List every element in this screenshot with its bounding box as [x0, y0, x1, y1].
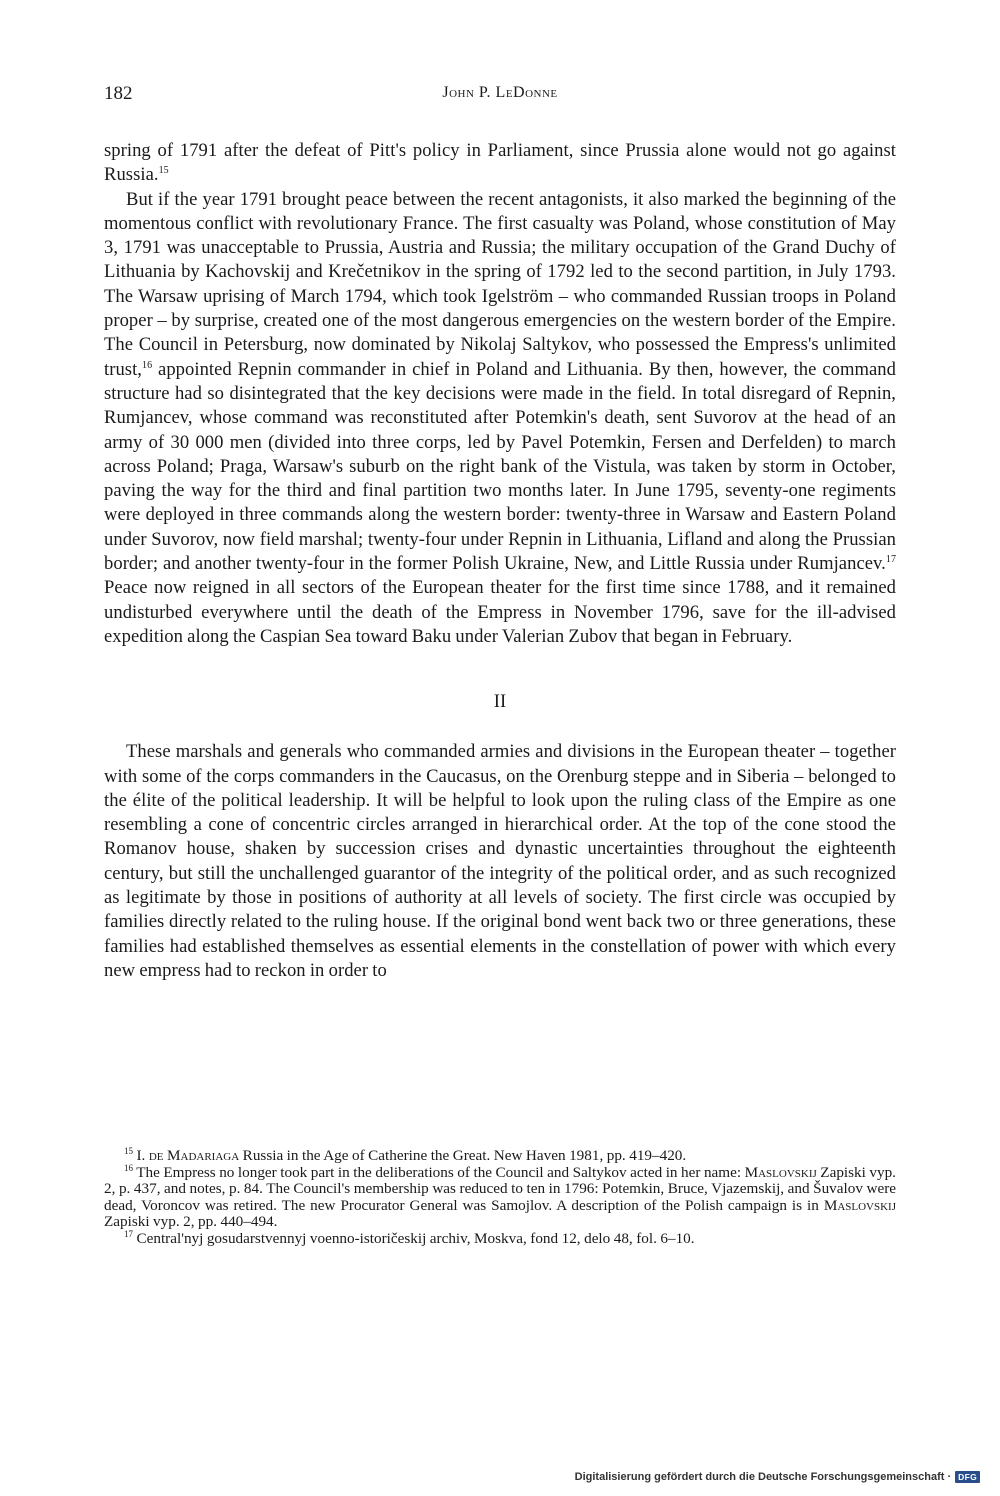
footnote-author: Maslovskij: [744, 1163, 817, 1181]
credit-text: Digitalisierung gefördert durch die Deutsche Forschungsgemeinschaft ·: [574, 1471, 952, 1483]
footnote-text: Zapiski vyp. 2, pp. 440–494.: [104, 1213, 278, 1231]
paragraph-3: These marshals and generals who commanded armies and divisions in the European theater – together with some of the corps commanders in the Caucasus, on the Orenburg steppe and in Siberia – belonged to the élite of the political leadership. It will be helpful to look upon the ruling class of the Empire as one resembling a cone of concentric circles arranged in hierarchical order. At the top of the cone stood the Romanov house, shaken by succession crises and dynastic uncertainties throughout the eighteenth century, but still the unchallenged guarantor of the integrity of the political order, and as such recognized as legitimate by those in positions of authority at all levels of society. The first circle was occupied by families directly related to the ruling house. If the original bond went back two or three generations, these families had established themselves as essential elements in the constellation of power with which every new empress had to reckon in order to: [104, 741, 896, 981]
page-number: 182: [104, 83, 133, 104]
paragraph-1-text: spring of 1791 after the defeat of Pitt's policy in Parliament, since Prussia alone would not go against Russia.: [104, 140, 896, 186]
footnote-ref-17[interactable]: 17: [885, 553, 896, 565]
paragraph-2-text-a: But if the year 1791 brought peace between the recent antagonists, it also marked the beginning of the momentous conflict with revolutionary France. The first casualty was Poland, whose constitution of May 3, 1791 was unacceptable to Prussia, Austria and Russia; the military occupation of the Grand Duchy of Lithuania by Kachovskij and Krečetnikov in the spring of 1792 led to the second partition, in July 1793. The Warsaw uprising of March 1794, which took Igelström – who commanded Russian troops in Poland proper – by surprise, created one of the most dangerous emergencies on the western border of the Empire. The Council in Petersburg, now dominated by Nikolaj Saltykov, who possessed the Empress's unlimited trust,: [104, 188, 896, 380]
footnote-text: Central'nyj gosudarstvennyj voenno-istoričeskij archiv, Moskva, fond 12, delo 48, fol. 6–10.: [136, 1229, 695, 1247]
footnote-number: 15: [124, 1145, 133, 1156]
paragraph-2-text-b: appointed Repnin commander in chief in Poland and Lithuania. By then, however, the command structure had so disintegrated that the key decisions were made in the field. In total disregard of Repnin, Rumjancev, whose command was reconstituted after Potemkin's death, sent Suvorov at the head of an army of 30 000 men (divided into three corps, led by Pavel Potemkin, Fersen and Derfelden) to march across Poland; Praga, Warsaw's suburb on the right bank of the Vistula, was taken by storm in October, paving the way for the third and final partition two months later. In June 1795, seventy-one regiments were deployed in three commands along the western border: twenty-three in Warsaw and Eastern Poland under Suvorov, now field marshal; twenty-four under Repnin in Lithuania, Lifland and along the Prussian border; and another twenty-four in the former Polish Ukraine, New, and Little Russia under Rumjancev.: [104, 358, 896, 575]
footnote-text: Zapiski vyp. 2, p. 437, and notes, p. 84. The Council's membership was reduced to ten in 1796: Potemkin, Bruce, Vjazemskij, and Šuvalov were dead, Voroncov was retired. The new Procurator General was Samojlov. A description of the Polish campaign is in: [104, 1163, 896, 1214]
footnote-ref-15[interactable]: 15: [158, 165, 169, 177]
digitization-credit: [575, 1471, 980, 1483]
footnote-ref-16[interactable]: 16: [142, 359, 153, 371]
paragraph-2: [104, 188, 896, 650]
footnote-number: 16: [124, 1162, 133, 1173]
footnote-author: Maslovskij: [823, 1196, 896, 1214]
footnote-16: [104, 1162, 896, 1231]
footnotes: [104, 1145, 896, 1248]
page-header: [104, 83, 896, 109]
footnote-15: [104, 1145, 896, 1165]
main-text: [104, 139, 896, 983]
footnote-text: The Empress no longer took part in the deliberations of the Council and Saltykov acted in her name:: [136, 1163, 745, 1181]
footnote-17: [104, 1228, 896, 1248]
paragraph-2-text-c: Peace now reigned in all sectors of the European theater for the first time since 1788, and it remained undisturbed everywhere until the death of the Empress in November 1796, save for the ill-advised expedition along the Caspian Sea toward Baku under Valerian Zubov that began in February.: [104, 577, 896, 647]
running-head-author: John P. LeDonne: [442, 84, 558, 101]
footnote-text: Russia in the Age of Catherine the Great. New Haven 1981, pp. 419–420.: [239, 1147, 687, 1164]
section-heading: II: [493, 691, 507, 713]
paragraph-1: [104, 139, 896, 188]
footnote-number: 17: [124, 1228, 133, 1239]
footnote-author: I. de Madariaga: [136, 1147, 240, 1164]
dfg-logo-icon: DFG: [955, 1471, 980, 1483]
